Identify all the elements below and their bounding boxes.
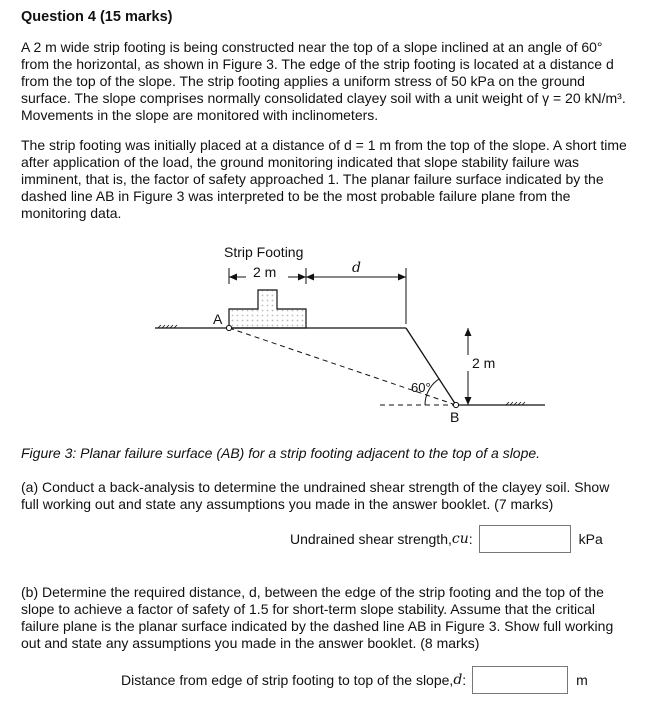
part-a-unit: kPa — [578, 531, 603, 547]
width-arrow-left — [229, 274, 237, 281]
distance-arrow-right — [398, 274, 406, 281]
width-arrow-right — [298, 274, 306, 281]
height-arrow-bottom — [465, 397, 472, 405]
part-a-answer-colon: : — [468, 531, 473, 547]
distance-label: d — [352, 260, 361, 276]
figure-3 — [150, 238, 550, 428]
point-a-marker — [226, 325, 231, 330]
part-b-unit: m — [576, 672, 588, 688]
width-label: 2 m — [253, 264, 277, 280]
distance-arrow-left — [306, 274, 314, 281]
part-b-answer-symbol: d — [453, 672, 463, 688]
footing-label: Strip Footing — [224, 244, 304, 260]
part-a-answer-label: Undrained shear strength, — [290, 531, 452, 547]
height-arrow-top — [465, 328, 472, 336]
question-paragraph-1: A 2 m wide strip footing is being constructed near the top of a slope inclined at an angle of 60° from the horizontal, as shown in Figure 3. The edge of the strip footing is located at a distance d from the top of the slope. The strip footing applies a uniform stress of 50 kPa on the ground surface. The slope comprises normally consolidated clayey soil with a unit weight of γ = 20 kN/m³. Movements in the slope are monitored with inclinometers. — [21, 39, 626, 123]
part-a-answer-row — [290, 525, 603, 553]
figure-caption: Figure 3: Planar failure surface (AB) for a strip footing adjacent to the top of a slope. — [21, 445, 541, 461]
point-a-label: A — [213, 311, 223, 327]
height-label: 2 m — [472, 355, 496, 371]
strip-footing — [229, 290, 306, 328]
distance-d-input[interactable] — [472, 666, 568, 694]
question-heading: Question 4 (15 marks) — [21, 9, 173, 25]
part-b-answer-label: Distance from edge of strip footing to top of the slope, — [121, 672, 454, 688]
part-b-answer-row — [121, 666, 588, 694]
point-b-marker — [453, 402, 458, 407]
part-a-answer-symbol: cu — [451, 531, 469, 547]
question-paragraph-2: The strip footing was initially placed at a distance of d = 1 m from the top of the slope. A short time after application of the load, the ground monitoring indicated that slope stability failure was imminent, that is, the factor of safety approached 1. The planar failure surface indicated by the dashed line AB in Figure 3 was interpreted to be the most probable failure plane from the monitoring data. — [21, 137, 627, 221]
point-b-label: B — [450, 409, 460, 425]
part-b-text: (b) Determine the required distance, d, between the edge of the strip footing and the top of the slope to achieve a factor of safety of 1.5 for short-term slope stability. Assume that the critical failure plane is the planar surface indicated by the dashed line AB in Figure 3. Show full working out and state any assumptions you made in the answer booklet. (8 marks) — [21, 584, 614, 651]
part-a-text: (a) Conduct a back-analysis to determine the undrained shear strength of the clayey soil. Show full working out and state any assumptions you made in the answer booklet. (7 marks) — [21, 479, 610, 512]
undrained-shear-strength-input[interactable] — [479, 525, 571, 553]
part-b-answer-colon: : — [462, 672, 467, 688]
angle-label: 60° — [411, 380, 431, 395]
